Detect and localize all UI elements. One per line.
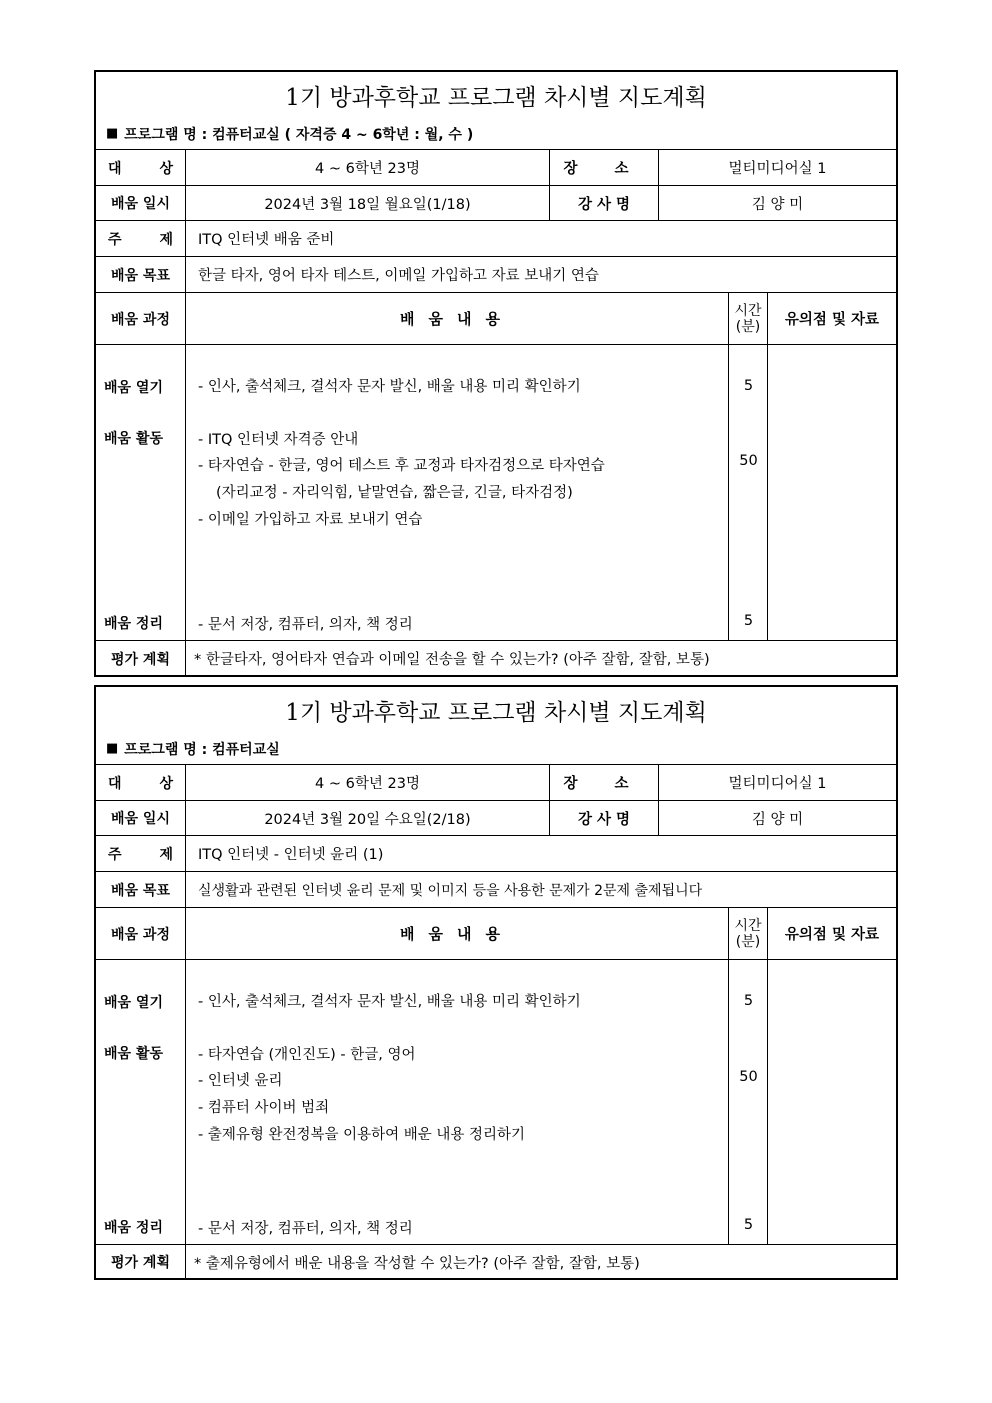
time-header: 시간 (분) (729, 908, 768, 959)
stage-close: 배움 정리 (104, 1220, 163, 1236)
eval-value: * 한글타자, 영어타자 연습과 이메일 전송을 할 수 있는가? (아주 잘함, 잘함, 보통) (194, 652, 710, 668)
date-value: 2024년 3월 18일 월요일(1/18) (186, 186, 550, 220)
topic-row (96, 836, 896, 872)
notes-column (768, 345, 896, 640)
teacher-label: 강 사 명 (550, 801, 659, 835)
process-body-row (96, 960, 896, 1245)
stage-activity: 배움 활동 (104, 1046, 163, 1062)
lesson-plan-1 (94, 70, 898, 677)
eval-row (96, 1245, 896, 1279)
plan-title: 1기 방과후학교 프로그램 차시별 지도계획 (285, 84, 707, 111)
content-header: 배움내용 (186, 908, 729, 959)
content-line: - ITQ 인터넷 자격증 안내 (198, 432, 359, 448)
stage-open: 배움 열기 (104, 995, 163, 1011)
notes-column (768, 960, 896, 1244)
content-line: - 문서 저장, 컴퓨터, 의자, 책 정리 (198, 617, 413, 633)
target-label: 대 상 (96, 765, 186, 800)
goal-value: 실생활과 관련된 인터넷 윤리 문제 및 이미지 등을 사용한 문제가 2문제 출제됩니다 (198, 882, 703, 899)
minutes-open: 5 (743, 378, 754, 394)
target-value: 4 ~ 6학년 23명 (186, 150, 550, 185)
minutes-open: 5 (743, 993, 754, 1009)
content-line: - 문서 저장, 컴퓨터, 의자, 책 정리 (198, 1221, 413, 1237)
content-line: - 인터넷 윤리 (198, 1073, 283, 1089)
process-header-row (96, 908, 896, 960)
place-value: 멀티미디어실 1 (728, 776, 827, 792)
target-row (96, 150, 896, 186)
content-line: - 컴퓨터 사이버 범죄 (198, 1100, 330, 1116)
minutes-close: 5 (743, 613, 754, 629)
time-header: 시간 (분) (729, 293, 768, 344)
content-line: - 이메일 가입하고 자료 보내기 연습 (198, 512, 423, 528)
eval-value: * 출제유형에서 배운 내용을 작성할 수 있는가? (아주 잘함, 잘함, 보통) (194, 1255, 640, 1272)
date-label: 배움 일시 (96, 801, 186, 835)
program-name (96, 118, 896, 150)
stage-activity: 배움 활동 (104, 431, 163, 447)
goal-label: 배움 목표 (96, 872, 186, 907)
date-row (96, 801, 896, 836)
target-value: 4 ~ 6학년 23명 (186, 765, 550, 800)
date-value: 2024년 3월 20일 수요일(2/18) (186, 801, 550, 835)
topic-label: 주 제 (96, 221, 186, 256)
goal-row (96, 257, 896, 293)
eval-label: 평가 계획 (96, 641, 186, 676)
stage-column (96, 960, 186, 1244)
content-line: - 인사, 출석체크, 결석자 문자 발신, 배울 내용 미리 확인하기 (198, 379, 581, 395)
program-label: 프로그램 명 : 컴퓨터교실 (124, 741, 280, 758)
content-column (186, 345, 729, 640)
notes-header: 유의점 및 자료 (784, 312, 880, 328)
eval-label: 평가 계획 (96, 1245, 186, 1279)
eval-row (96, 641, 896, 676)
notes-header: 유의점 및 자료 (784, 927, 880, 943)
square-bullet-icon: ■ (106, 741, 119, 756)
minutes-activity: 50 (739, 453, 758, 469)
lesson-plan-2 (94, 685, 898, 1280)
place-value: 멀티미디어실 1 (728, 161, 827, 177)
minutes-close: 5 (743, 1217, 754, 1233)
place-label: 장 소 (550, 150, 659, 185)
goal-row (96, 872, 896, 908)
topic-value: ITQ 인터넷 - 인터넷 윤리 (1) (198, 847, 384, 863)
teacher-value: 김 양 미 (751, 196, 804, 213)
goal-label: 배움 목표 (96, 257, 186, 292)
content-line: (자리교정 - 자리익힘, 낱말연습, 짧은글, 긴글, 타자검정) (216, 485, 573, 501)
topic-row (96, 221, 896, 257)
content-line: - 출제유형 완전정복을 이용하여 배운 내용 정리하기 (198, 1127, 526, 1143)
teacher-value: 김 양 미 (751, 811, 804, 828)
program-label: 프로그램 명 : 컴퓨터교실 ( 자격증 4 ~ 6학년 : 월, 수 ) (124, 126, 474, 143)
teacher-label: 강 사 명 (550, 186, 659, 220)
stage-open: 배움 열기 (104, 380, 163, 396)
time-column (729, 960, 768, 1244)
content-header: 배움내용 (186, 293, 729, 344)
plan-title: 1기 방과후학교 프로그램 차시별 지도계획 (285, 699, 707, 726)
target-row (96, 765, 896, 801)
stage-close: 배움 정리 (104, 616, 163, 632)
target-label: 대 상 (96, 150, 186, 185)
minutes-activity: 50 (739, 1069, 758, 1085)
date-row (96, 186, 896, 221)
time-column (729, 345, 768, 640)
topic-value: ITQ 인터넷 배움 준비 (198, 232, 335, 248)
program-name (96, 733, 896, 765)
process-header-row (96, 293, 896, 345)
process-header: 배움 과정 (96, 908, 186, 959)
topic-label: 주 제 (96, 836, 186, 871)
date-label: 배움 일시 (96, 186, 186, 220)
process-body-row (96, 345, 896, 641)
content-column (186, 960, 729, 1244)
content-line: - 인사, 출석체크, 결석자 문자 발신, 배울 내용 미리 확인하기 (198, 994, 581, 1010)
stage-column (96, 345, 186, 640)
place-label: 장 소 (550, 765, 659, 800)
process-header: 배움 과정 (96, 293, 186, 344)
content-line: - 타자연습 (개인진도) - 한글, 영어 (198, 1047, 416, 1063)
content-line: - 타자연습 - 한글, 영어 테스트 후 교정과 타자검정으로 타자연습 (198, 458, 605, 474)
goal-value: 한글 타자, 영어 타자 테스트, 이메일 가입하고 자료 보내기 연습 (198, 268, 599, 284)
square-bullet-icon: ■ (106, 126, 119, 141)
